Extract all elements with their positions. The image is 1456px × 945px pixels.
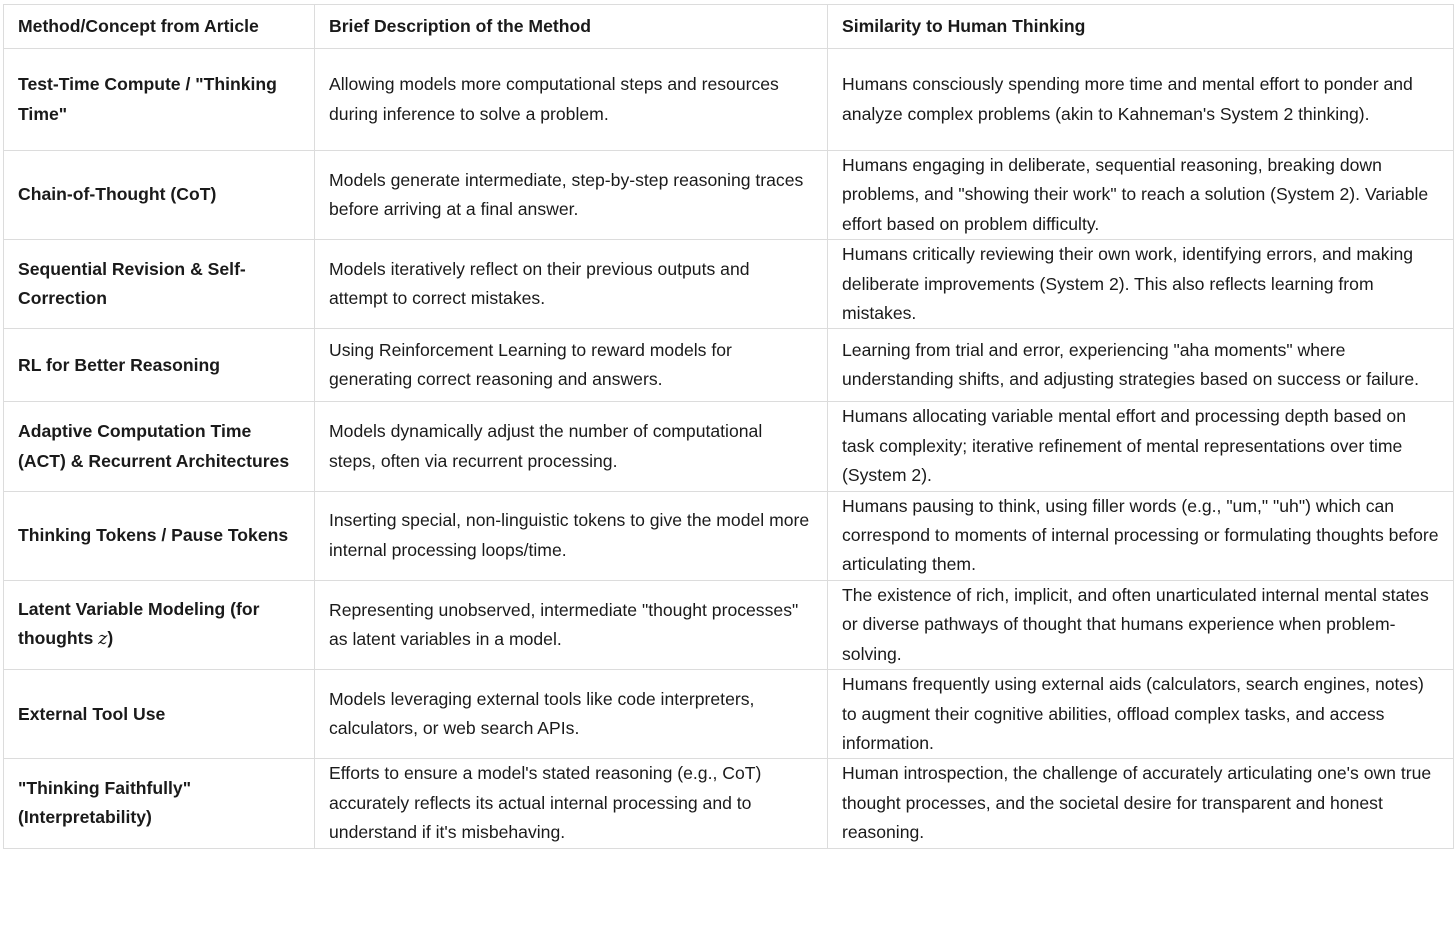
comparison-table-container — [3, 4, 1453, 849]
table-row — [4, 759, 1454, 848]
method-cell: External Tool Use — [4, 670, 315, 759]
description-cell: Models dynamically adjust the number of computational steps, often via recurrent processing. — [315, 402, 828, 491]
description-cell: Models generate intermediate, step-by-step reasoning traces before arriving at a final answer. — [315, 151, 828, 240]
header-method: Method/Concept from Article — [4, 5, 315, 49]
description-cell: Inserting special, non-linguistic tokens to give the model more internal processing loops/time. — [315, 491, 828, 580]
similarity-cell: Humans frequently using external aids (calculators, search engines, notes) to augment their cognitive abilities, offload complex tasks, and access information. — [828, 670, 1454, 759]
header-description: Brief Description of the Method — [315, 5, 828, 49]
table-row — [4, 329, 1454, 402]
method-cell: Chain-of-Thought (CoT) — [4, 151, 315, 240]
similarity-cell: Humans engaging in deliberate, sequential reasoning, breaking down problems, and "showing their work" to reach a solution (System 2). Variable effort based on problem difficulty. — [828, 151, 1454, 240]
table-row — [4, 670, 1454, 759]
header-similarity: Similarity to Human Thinking — [828, 5, 1454, 49]
similarity-cell: The existence of rich, implicit, and often unarticulated internal mental states or diverse pathways of thought that humans experience when problem-solving. — [828, 580, 1454, 669]
similarity-cell: Humans critically reviewing their own work, identifying errors, and making deliberate improvements (System 2). This also reflects learning from mistakes. — [828, 240, 1454, 329]
table-row — [4, 580, 1454, 669]
description-cell: Models iteratively reflect on their previous outputs and attempt to correct mistakes. — [315, 240, 828, 329]
method-cell: "Thinking Faithfully" (Interpretability) — [4, 759, 315, 848]
similarity-cell: Human introspection, the challenge of accurately articulating one's own true thought processes, and the societal desire for transparent and honest reasoning. — [828, 759, 1454, 848]
similarity-cell: Learning from trial and error, experiencing "aha moments" where understanding shifts, and adjusting strategies based on success or failure. — [828, 329, 1454, 402]
table-header-row — [4, 5, 1454, 49]
method-cell: RL for Better Reasoning — [4, 329, 315, 402]
table-row — [4, 240, 1454, 329]
table-row — [4, 491, 1454, 580]
table-row — [4, 402, 1454, 491]
similarity-cell: Humans consciously spending more time and mental effort to ponder and analyze complex problems (akin to Kahneman's System 2 thinking). — [828, 49, 1454, 151]
method-cell: Thinking Tokens / Pause Tokens — [4, 491, 315, 580]
math-variable: z — [98, 629, 108, 650]
description-cell: Models leveraging external tools like code interpreters, calculators, or web search APIs. — [315, 670, 828, 759]
table-row — [4, 49, 1454, 151]
method-cell: Sequential Revision & Self-Correction — [4, 240, 315, 329]
method-cell — [4, 580, 315, 669]
description-cell: Representing unobserved, intermediate "thought processes" as latent variables in a model. — [315, 580, 828, 669]
method-cell: Test-Time Compute / "Thinking Time" — [4, 49, 315, 151]
description-cell: Efforts to ensure a model's stated reasoning (e.g., CoT) accurately reflects its actual internal processing and to understand if it's misbehaving. — [315, 759, 828, 848]
description-cell: Allowing models more computational steps and resources during inference to solve a problem. — [315, 49, 828, 151]
description-cell: Using Reinforcement Learning to reward models for generating correct reasoning and answers. — [315, 329, 828, 402]
similarity-cell: Humans allocating variable mental effort and processing depth based on task complexity; iterative refinement of mental representations over time (System 2). — [828, 402, 1454, 491]
method-text: Latent Variable Modeling (for thoughts — [18, 599, 260, 649]
method-cell: Adaptive Computation Time (ACT) & Recurrent Architectures — [4, 402, 315, 491]
table-row — [4, 151, 1454, 240]
comparison-table — [3, 4, 1454, 849]
method-text-close: ) — [107, 628, 114, 649]
similarity-cell: Humans pausing to think, using filler words (e.g., "um," "uh") which can correspond to moments of internal processing or formulating thoughts before articulating them. — [828, 491, 1454, 580]
